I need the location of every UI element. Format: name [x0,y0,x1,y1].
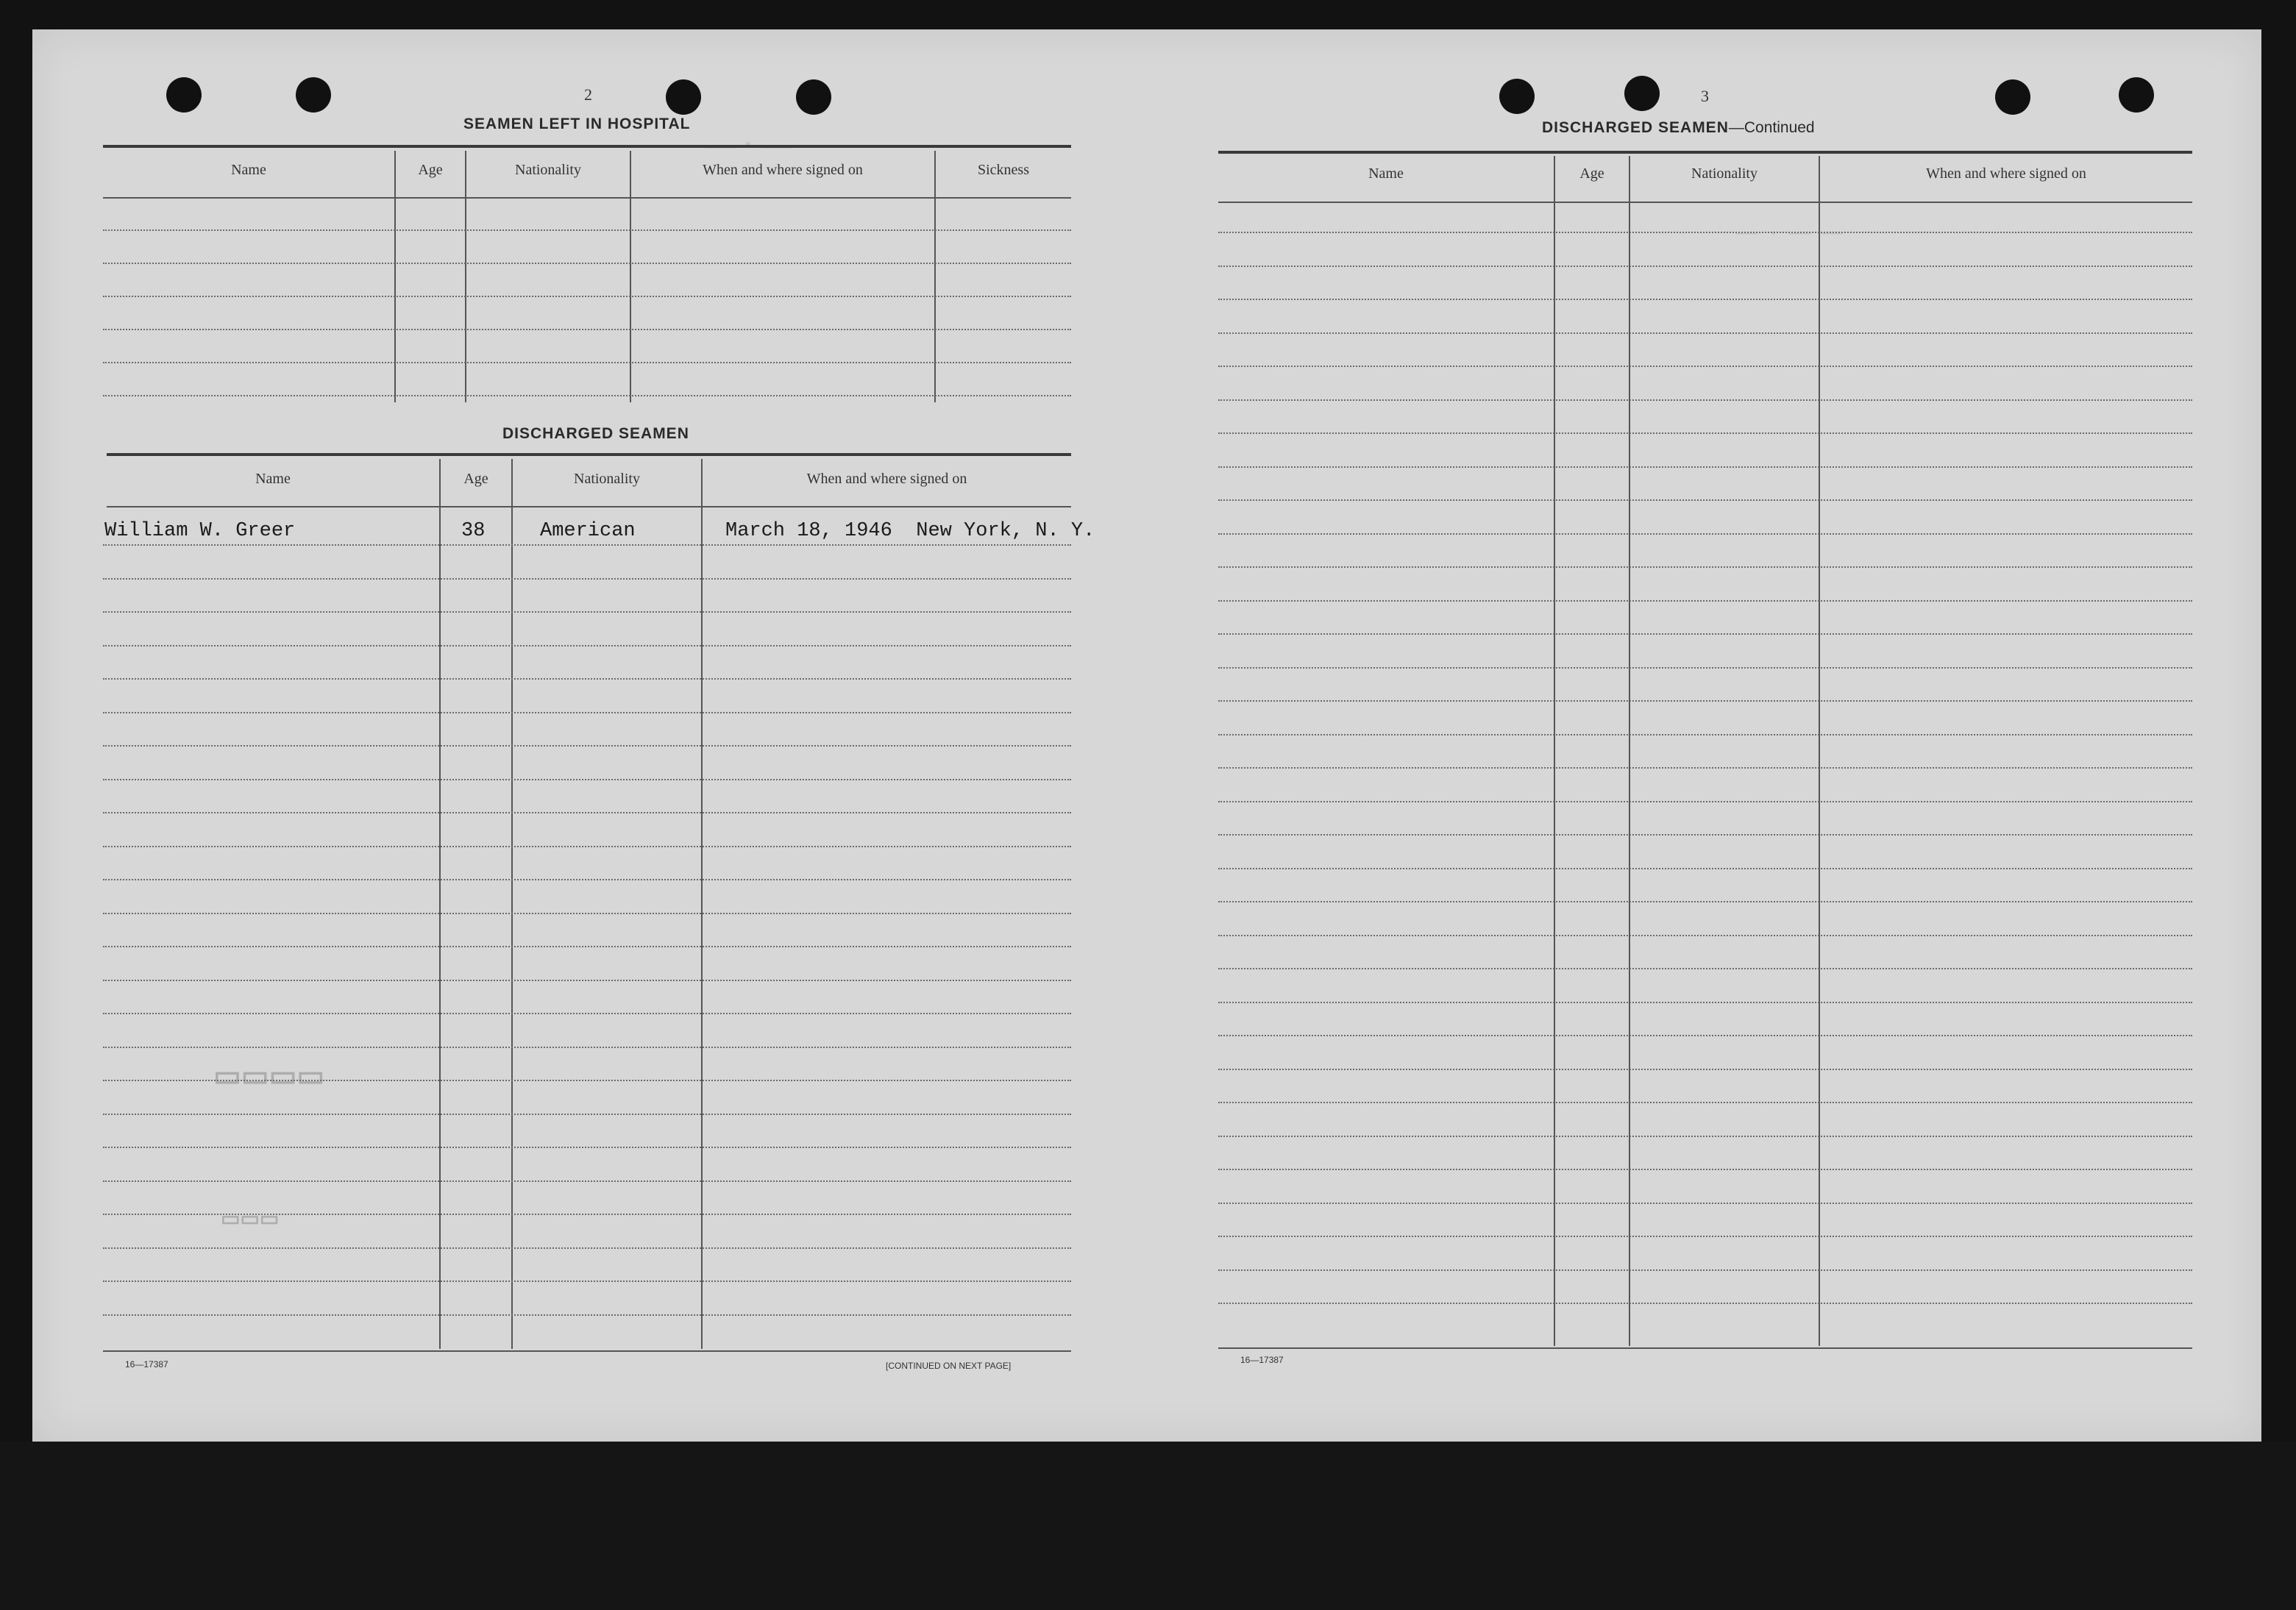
table-row-line [1218,466,2192,468]
punch-hole [666,79,701,115]
table-row-line [103,544,1071,546]
table-row-line [103,1180,1071,1182]
table-row-line [1218,1236,2192,1237]
bleed-through-mark: — · — [706,129,792,161]
right-col-nationality: Nationality [1691,165,1757,182]
hospital-col-divider [465,151,466,402]
table-row-line [1218,332,2192,334]
hospital-row-line [103,229,1071,231]
table-row-line [1218,1169,2192,1170]
hospital-col-nationality: Nationality [515,162,581,178]
right-col-divider [1554,156,1555,1346]
table-row-line [103,1114,1071,1115]
scan-edge-bottom [0,1442,2296,1610]
table-row-line [1218,801,2192,802]
table-row-line [1218,901,2192,902]
discharged-top-rule [107,453,1071,456]
table-row-line [1218,1136,2192,1137]
table-row-line [1218,499,2192,501]
section-title-discharged: DISCHARGED SEAMEN [502,425,689,442]
discharged-entry-name: William W. Greer [104,520,296,542]
faded-stamp-mark: ▭▭▭ [221,1207,280,1230]
right-col-divider [1819,156,1820,1346]
hospital-col-signed-on: When and where signed on [703,162,863,178]
hospital-row-line [103,263,1071,264]
hospital-col-name: Name [231,162,266,178]
hospital-col-divider [394,151,396,402]
section-title-discharged-continued [1542,119,1815,137]
right-col-age: Age [1579,165,1604,182]
table-row-line [103,1013,1071,1014]
page-number-right: 3 [1701,87,1709,105]
table-row-line [103,879,1071,880]
right-col-divider [1629,156,1630,1346]
table-row-line [1218,1035,2192,1036]
punch-hole [296,77,331,113]
discharged-entry-age: 38 [461,520,486,542]
table-row-line [1218,366,2192,367]
hospital-col-age: Age [418,162,443,178]
page-number-left: 2 [584,85,592,104]
discharged-col-divider [511,459,513,1349]
right-col-name: Name [1368,165,1404,182]
scan-edge-left [0,0,32,1610]
continued-suffix: —Continued [1728,119,1815,136]
faded-stamp-mark: ▭▭▭▭ [213,1060,325,1092]
discharged-col-name: Name [255,471,291,487]
table-row-line [103,712,1071,713]
hospital-col-divider [934,151,936,402]
table-row-line [1218,667,2192,669]
discharged-entry-signed-on: March 18, 1946 New York, N. Y. [725,520,1095,542]
table-row-line [1218,533,2192,535]
table-row-line [1218,767,2192,769]
table-row-line [1218,232,2192,233]
table-row-line [1218,266,2192,267]
table-row-line [103,1247,1071,1249]
hospital-row-line [103,362,1071,363]
document-paper [32,29,2261,1442]
discharged-col-age: Age [463,471,488,487]
section-title-hospital: SEAMEN LEFT IN HOSPITAL [463,115,691,132]
table-row-line [1218,299,2192,300]
table-row-line [103,812,1071,813]
punch-hole [796,79,831,115]
table-row-line [103,745,1071,747]
table-row-line [1218,1002,2192,1003]
table-row-line [103,578,1071,580]
discharged-col-divider [439,459,441,1349]
discharged-col-nationality: Nationality [574,471,640,487]
table-row-line [1218,399,2192,401]
table-row-line [103,913,1071,914]
right-bottom-rule [1218,1347,2192,1349]
punch-hole [1499,79,1535,114]
table-row-line [1218,1269,2192,1271]
hospital-col-sickness: Sickness [978,162,1029,178]
punch-hole [166,77,202,113]
hospital-header-rule [103,197,1071,199]
form-number-left: 16—17387 [125,1359,168,1369]
table-row-line [1218,1102,2192,1103]
table-row-line [103,1047,1071,1048]
hospital-col-divider [630,151,631,402]
bleed-through-mark: —— · —— —— [1736,224,1843,244]
table-row-line [1218,566,2192,568]
right-header-rule [1218,202,2192,203]
table-row-line [1218,868,2192,869]
hospital-row-line [103,395,1071,396]
table-row-line [103,645,1071,647]
table-row-line [1218,834,2192,836]
table-row-line [103,946,1071,947]
table-row-line [1218,600,2192,602]
table-row-line [1218,968,2192,969]
hospital-row-line [103,329,1071,330]
table-row-line [103,1147,1071,1148]
discharged-entry-nationality: American [540,520,636,542]
hospital-row-line [103,296,1071,297]
table-row-line [103,611,1071,613]
table-row-line [103,1280,1071,1282]
table-row-line [1218,734,2192,735]
table-row-line [103,1314,1071,1316]
right-top-rule [1218,151,2192,154]
table-row-line [103,779,1071,780]
table-row-line [103,980,1071,981]
punch-hole [2119,77,2154,113]
table-row-line [103,678,1071,680]
form-number-right: 16—17387 [1240,1355,1284,1365]
discharged-col-signed-on: When and where signed on [806,471,967,487]
table-row-line [1218,432,2192,434]
table-row-line [103,1080,1071,1081]
table-row-line [103,846,1071,847]
punch-hole [1995,79,2030,115]
table-row-line [1218,1303,2192,1304]
table-row-line [1218,1069,2192,1070]
table-row-line [1218,1203,2192,1204]
right-col-signed-on: When and where signed on [1926,165,2086,182]
punch-hole [1624,76,1660,111]
table-row-line [1218,700,2192,702]
table-row-line [1218,935,2192,936]
hospital-top-rule [103,145,1071,148]
table-row-line [1218,633,2192,635]
discharged-continued-title: DISCHARGED SEAMEN [1542,119,1729,136]
discharged-col-divider [701,459,703,1349]
discharged-header-rule [107,506,1071,507]
discharged-bottom-rule [103,1350,1071,1352]
table-row-line [103,1214,1071,1215]
continued-note: [CONTINUED ON NEXT PAGE] [886,1361,1012,1371]
